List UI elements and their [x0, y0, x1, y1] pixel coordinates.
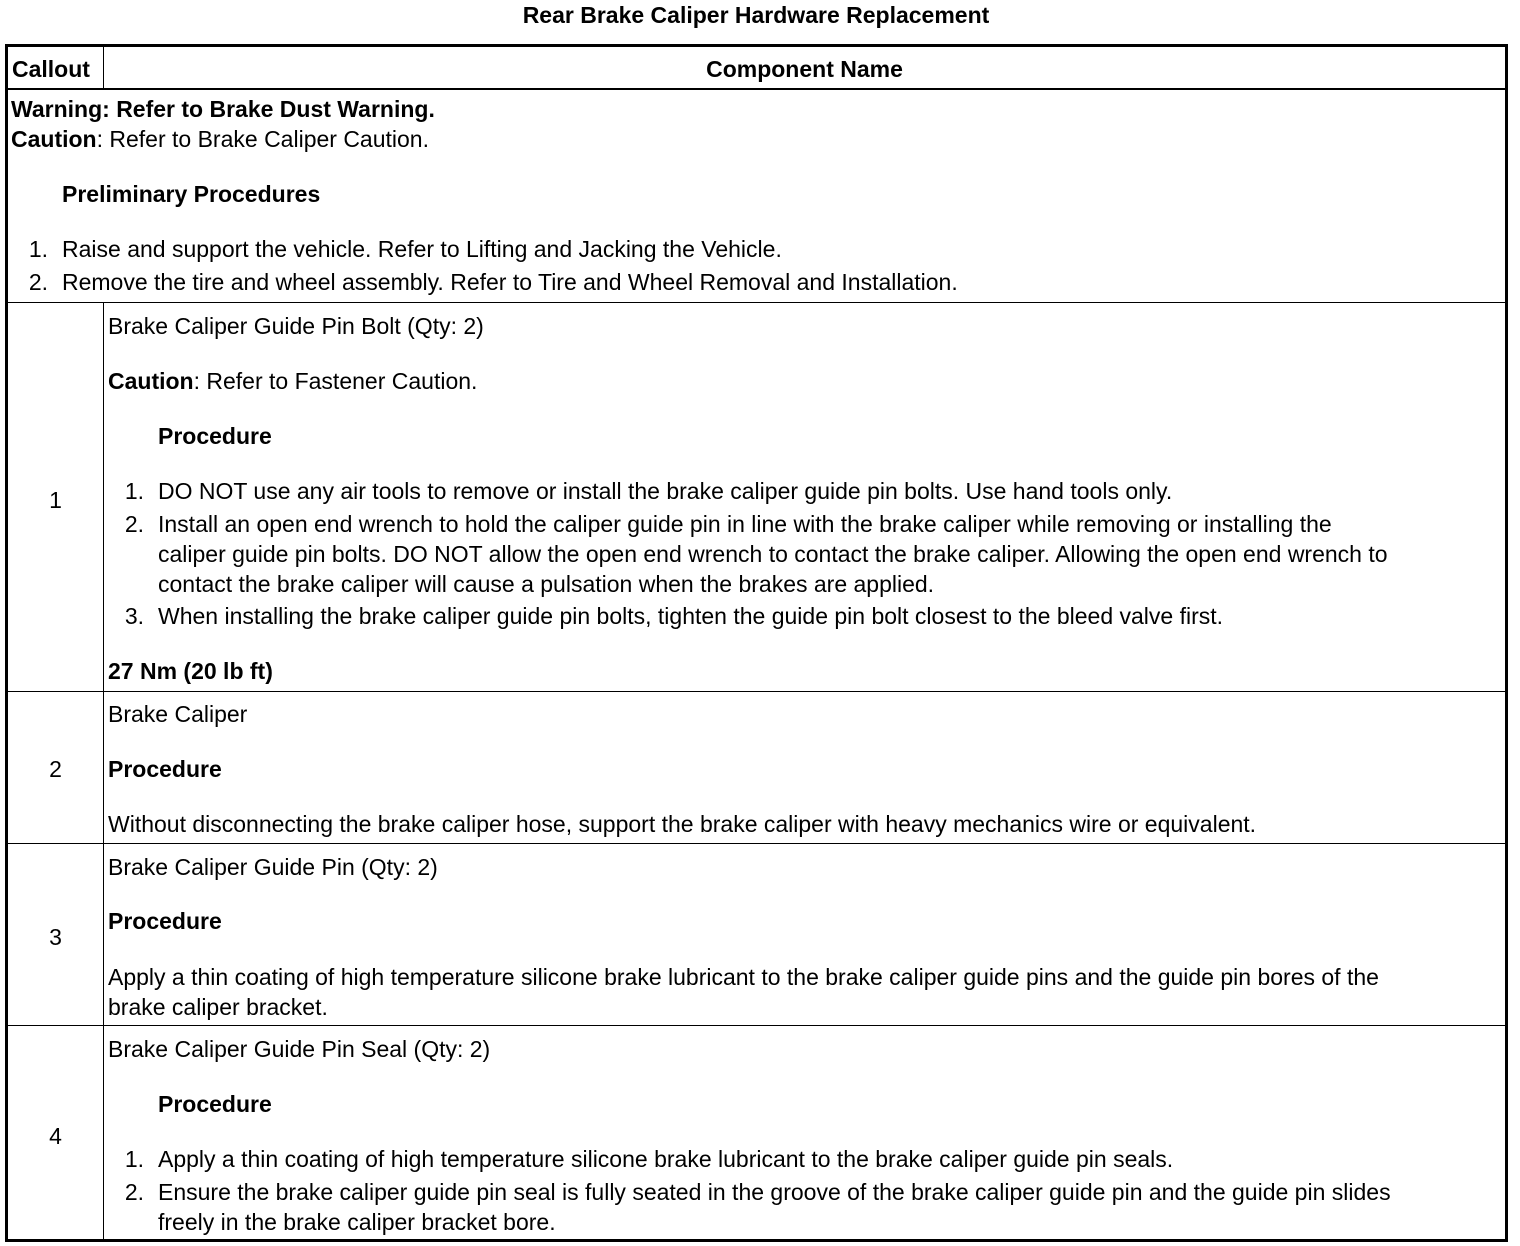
procedure-heading: Procedure	[108, 908, 222, 934]
step-text: When installing the brake caliper guide pin bolts, tighten the guide pin bolt closest to the bleed valve first.	[158, 603, 1224, 629]
preliminary-step-number: 2.	[28, 269, 48, 295]
step-text: Apply a thin coating of high temperature silicone brake lubricant to the brake caliper guide pin seals.	[158, 1146, 1174, 1172]
callout-number: 1	[49, 487, 62, 513]
callout-number: 3	[49, 924, 62, 950]
preliminary-step-number: 1.	[28, 236, 48, 262]
hardware-table	[5, 44, 1508, 1242]
document-title: Rear Brake Caliper Hardware Replacement	[522, 2, 990, 28]
step-number: 3.	[124, 603, 144, 629]
procedure-text: brake caliper bracket.	[108, 994, 328, 1020]
step-number: 1.	[124, 1146, 144, 1172]
caution-text: : Refer to Brake Caliper Caution.	[96, 126, 429, 152]
warning-label: Warning	[11, 96, 103, 122]
preliminary-heading: Preliminary Procedures	[62, 181, 321, 207]
warning-text: : Refer to Brake Dust Warning.	[102, 96, 435, 122]
procedure-heading: Procedure	[108, 756, 222, 782]
callout-number: 4	[49, 1123, 62, 1149]
preliminary-step-text: Raise and support the vehicle. Refer to Lifting and Jacking the Vehicle.	[62, 236, 782, 262]
preliminary-section	[8, 90, 1505, 302]
caution-line	[108, 366, 477, 396]
row-divider	[8, 691, 1505, 692]
step-number: 2.	[124, 511, 144, 537]
procedure-heading: Procedure	[158, 1091, 272, 1117]
warning-line	[11, 94, 435, 124]
component-name: Brake Caliper Guide Pin Seal (Qty: 2)	[108, 1036, 491, 1062]
row-divider	[8, 302, 1505, 303]
component-name: Brake Caliper Guide Pin (Qty: 2)	[108, 854, 438, 880]
procedure-text: Apply a thin coating of high temperature silicone brake lubricant to the brake caliper guide pins and the guide pin bores of the	[108, 964, 1379, 990]
component-name: Brake Caliper Guide Pin Bolt (Qty: 2)	[108, 313, 484, 339]
component-name: Brake Caliper	[108, 701, 248, 727]
procedure-text: Without disconnecting the brake caliper hose, support the brake caliper with heavy mechanics wire or equivalent.	[108, 811, 1257, 837]
step-text: contact the brake caliper will cause a pulsation when the brakes are applied.	[158, 571, 935, 597]
caution-line	[11, 124, 429, 154]
step-text: Install an open end wrench to hold the caliper guide pin in line with the brake caliper while removing or installing the	[158, 511, 1332, 537]
caution-text: : Refer to Fastener Caution.	[193, 368, 478, 394]
step-text: freely in the brake caliper bracket bore.	[158, 1209, 556, 1235]
caution-label: Caution	[11, 126, 97, 152]
callout-number: 2	[49, 756, 62, 782]
step-text: Ensure the brake caliper guide pin seal is fully seated in the groove of the brake caliper guide pin and the guide pin slides	[158, 1179, 1391, 1205]
caution-label: Caution	[108, 368, 194, 394]
header-component-name: Component Name	[706, 56, 903, 82]
row-divider	[8, 843, 1505, 844]
step-number: 2.	[124, 1179, 144, 1205]
row-divider	[8, 1025, 1505, 1026]
step-number: 1.	[124, 478, 144, 504]
header-callout: Callout	[12, 56, 90, 82]
step-text: DO NOT use any air tools to remove or install the brake caliper guide pin bolts. Use hand tools only.	[158, 478, 1173, 504]
preliminary-step-text: Remove the tire and wheel assembly. Refer to Tire and Wheel Removal and Installation.	[62, 269, 958, 295]
torque-spec: 27 Nm (20 lb ft)	[108, 658, 273, 684]
procedure-heading: Procedure	[158, 423, 272, 449]
step-text: caliper guide pin bolts. DO NOT allow the open end wrench to contact the brake caliper. Allowing the open end wrench to	[158, 541, 1388, 567]
